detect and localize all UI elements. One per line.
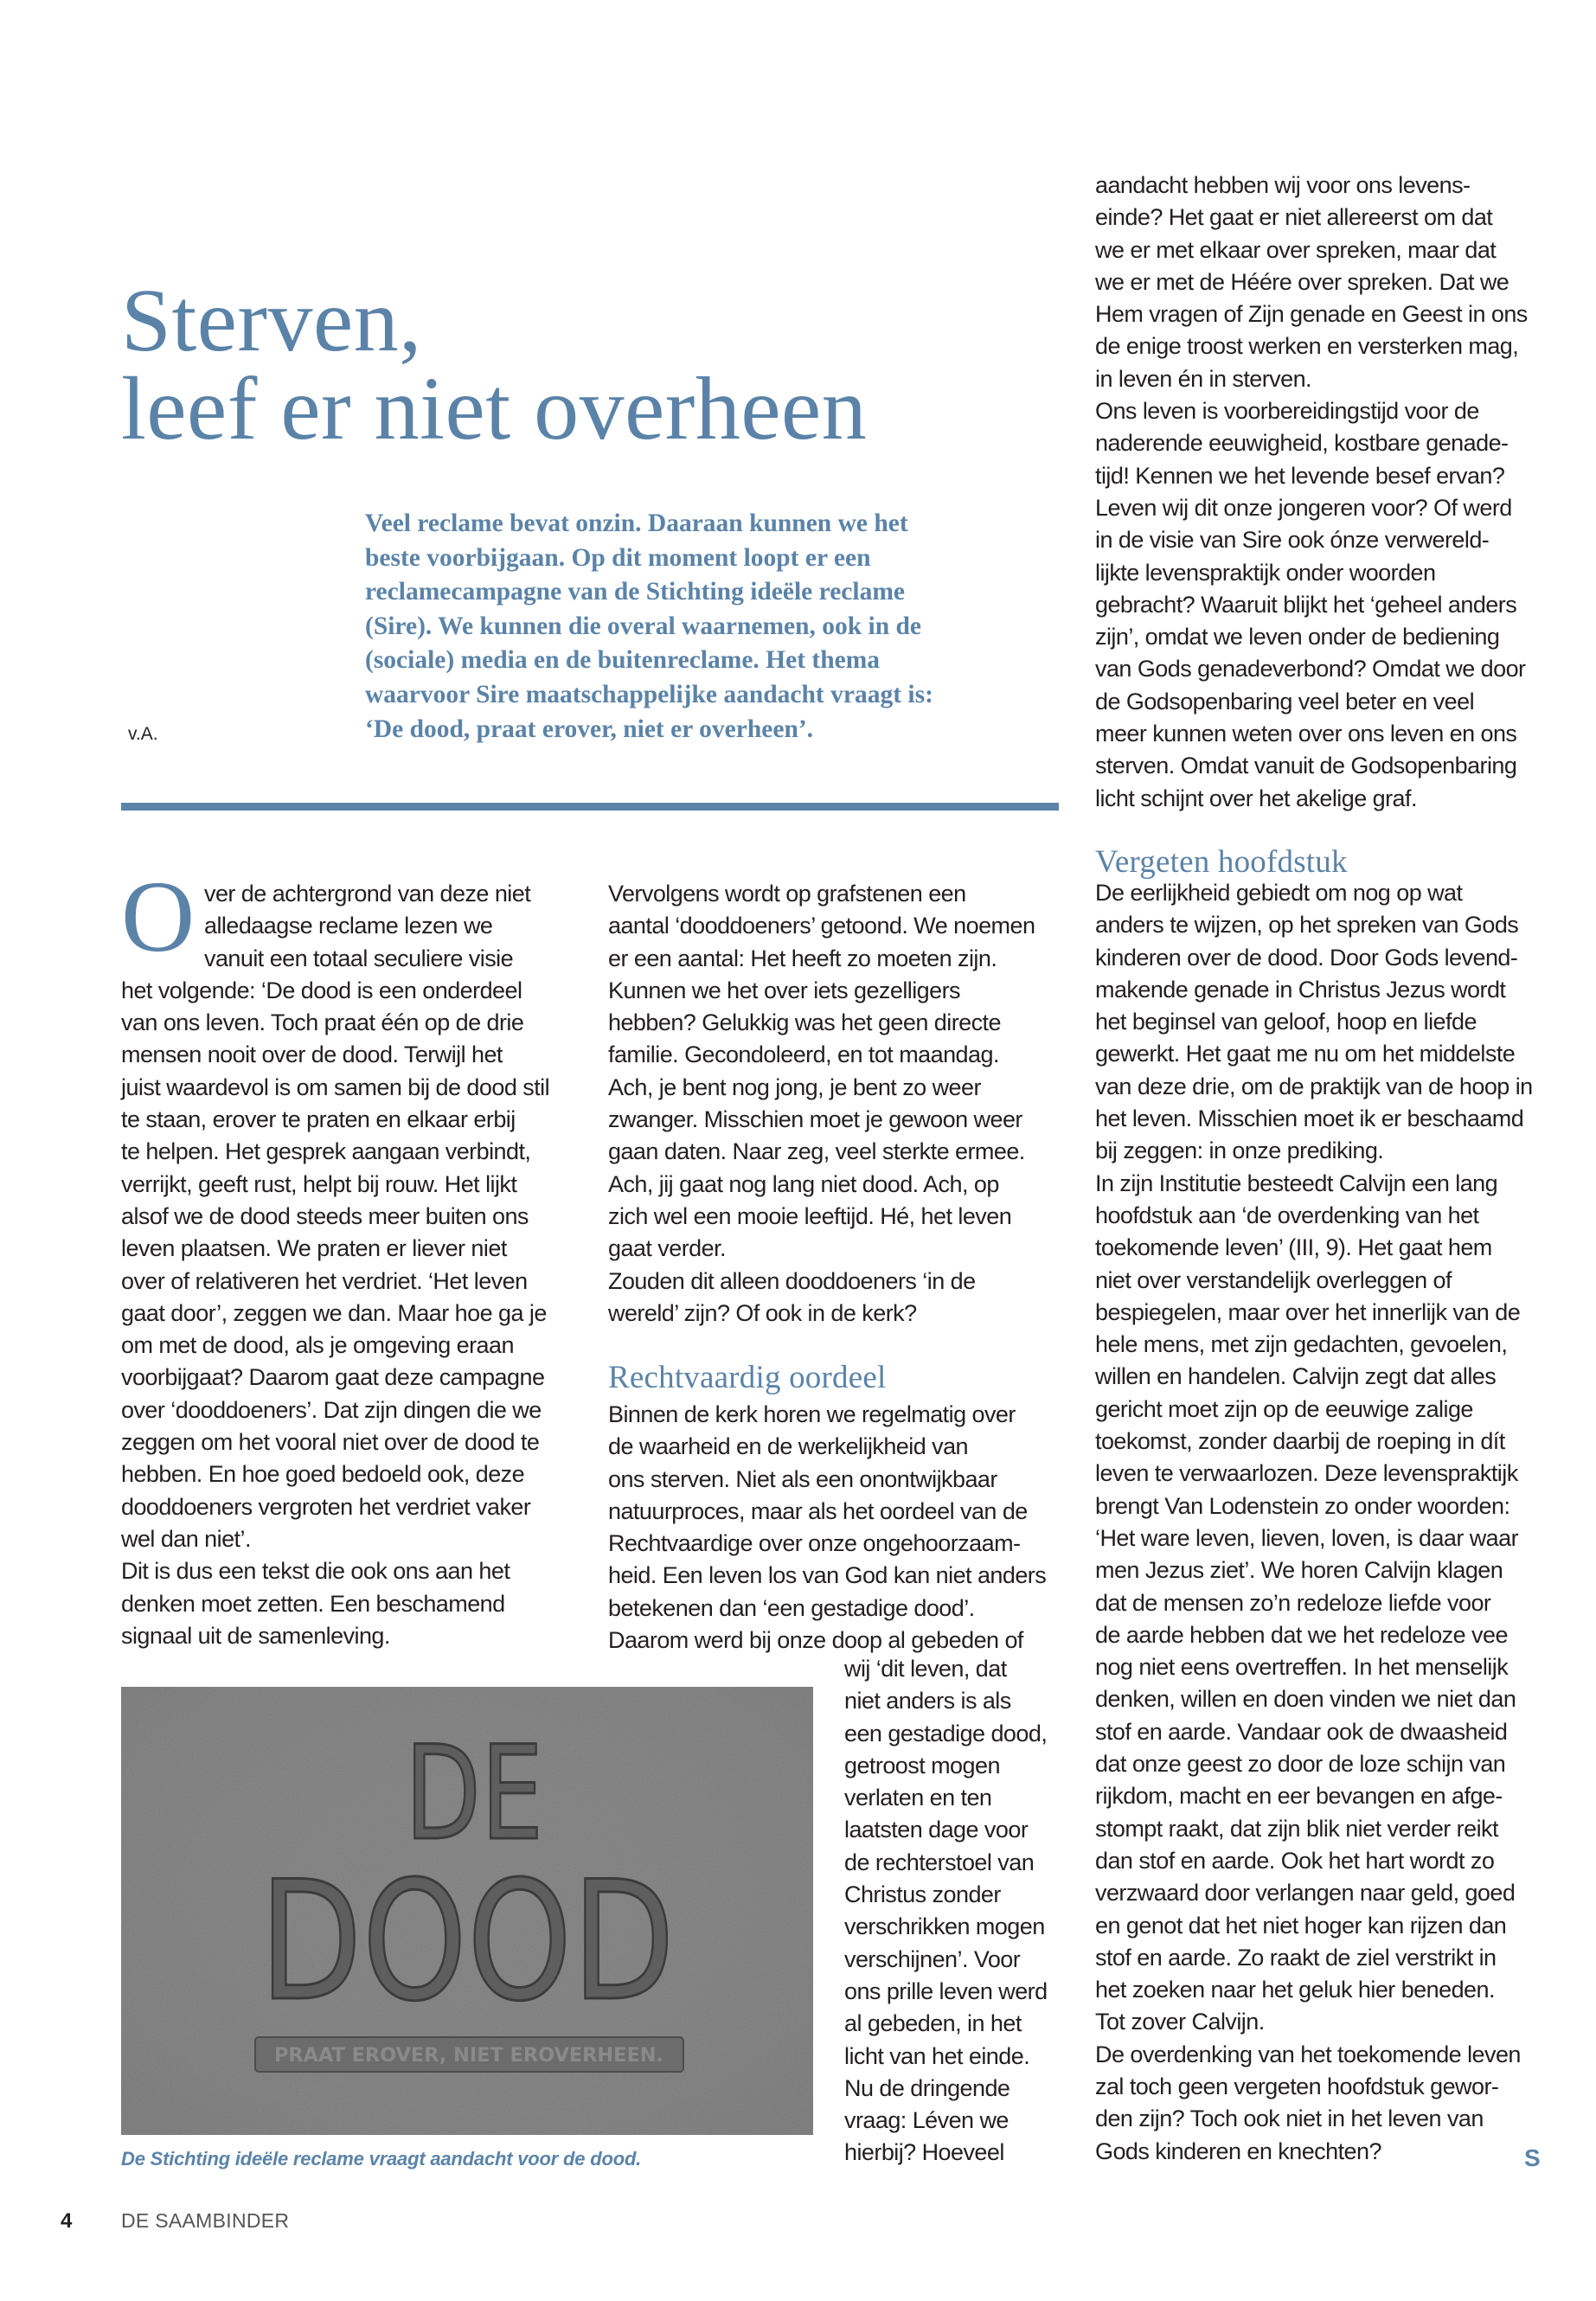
text-line: makende genade in Christus Jezus wordt: [1095, 976, 1506, 1003]
text-line: dat onze geest zo door de loze schijn van: [1095, 1751, 1506, 1778]
text-line: leven te verwaarlozen. Deze levenspraktijk: [1095, 1460, 1518, 1487]
text-line: we er met de Héére over spreken. Dat we: [1095, 268, 1509, 295]
title-line-2: leef er niet overheen: [121, 359, 868, 458]
text-line: van deze drie, om de praktijk van de hoop in: [1095, 1073, 1533, 1099]
text-line: De eerlijkheid gebiedt om nog op wat: [1095, 880, 1463, 906]
text-line: hele mens, met zijn gedachten, gevoelen,: [1095, 1331, 1508, 1358]
text-line: toekomende leven’ (III, 9). Het gaat hem: [1095, 1234, 1492, 1261]
text-line: de Godsopenbaring veel beter en veel: [1095, 688, 1475, 715]
text-line: en genot dat het niet hoger kan rijzen dan: [1095, 1912, 1507, 1939]
text-line: men Jezus ziet’. We horen Calvijn klagen: [1095, 1557, 1503, 1584]
text-line: bespiegelen, maar over het innerlijk van de: [1095, 1298, 1521, 1325]
text-line: de waarheid en de werkelijkheid van: [608, 1433, 969, 1460]
text-line: wel dan niet’.: [121, 1525, 251, 1552]
text-line: natuurproces, maar als het oordeel van de: [608, 1497, 1028, 1524]
text-line: denken, willen en doen vinden we niet dan: [1095, 1686, 1516, 1713]
text-line: Hem vragen of Zijn genade en Geest in ons: [1095, 301, 1528, 328]
text-line: de enige troost werken en versterken mag,: [1095, 333, 1519, 360]
text-line: om met de dood, als je omgeving eraan: [121, 1332, 514, 1359]
text-line: aandacht hebben wij voor ons levens-: [1095, 172, 1471, 198]
text-line: De overdenking van het toekomende leven: [1095, 2041, 1521, 2067]
text-line: gaat verder.: [608, 1235, 726, 1262]
text-line: Leven wij dit onze jongeren voor? Of werd: [1095, 494, 1512, 521]
stone-text-de: DE: [405, 1719, 543, 1869]
text-line: alsof we de dood steeds meer buiten ons: [121, 1202, 529, 1229]
text-line: denken moet zetten. Een beschamend: [121, 1590, 505, 1617]
column-2-text-narrow: [844, 1653, 1048, 2170]
text-line: niet over verstandelijk overleggen of: [1095, 1266, 1452, 1293]
text-line: den zijn? Toch ook niet in het leven van: [1095, 2106, 1484, 2132]
text-line: stompt raakt, dat zijn blik niet verder reikt: [1095, 1815, 1498, 1842]
title-line-1: Sterven,: [121, 271, 422, 370]
text-line: licht schijnt over het akelige graf.: [1095, 785, 1417, 811]
text-line: ons sterven. Niet als een onontwijkbaar: [608, 1465, 997, 1492]
column-3-text-top: [1095, 170, 1528, 815]
text-line: stof en aarde. Zo raakt de ziel verstrikt in: [1095, 1944, 1497, 1971]
text-line: mensen nooit over de dood. Terwijl het: [121, 1042, 503, 1068]
text-line: van Gods genadeverbond? Omdat we door: [1095, 656, 1526, 683]
drop-cap: O: [121, 860, 195, 973]
text-line: verrijkt, geeft rust, helpt bij rouw. Het lijkt: [121, 1170, 517, 1197]
text-line: een gestadige dood,: [844, 1720, 1048, 1747]
text-line: verlaten en ten: [844, 1785, 992, 1811]
text-line: dooddoeners vergroten het verdriet vaker: [121, 1493, 531, 1520]
text-line: verzwaard door verlangen naar geld, goed: [1095, 1880, 1516, 1907]
text-line: bij zeggen: in onze prediking.: [1095, 1138, 1384, 1164]
text-line: Vervolgens wordt op grafstenen een: [608, 881, 966, 907]
text-line: gaat door’, zeggen we dan. Maar hoe ga je: [121, 1299, 547, 1326]
text-line: te helpen. Het gesprek aangaan verbindt,: [121, 1138, 531, 1165]
gravestone-image: [121, 1687, 813, 2135]
subheading-vergeten-hoofdstuk: Vergeten hoofdstuk: [1095, 844, 1348, 880]
text-line: we er met elkaar over spreken, maar dat: [1095, 236, 1497, 263]
text-line: aantal ‘dooddoeners’ getoond. We noemen: [608, 913, 1035, 939]
text-line: willen en handelen. Calvijn zegt dat alles: [1095, 1363, 1497, 1390]
stone-text-dood: DOOD: [260, 1846, 675, 2037]
text-line: einde? Het gaat er niet allereerst om dat: [1095, 204, 1493, 231]
text-line: over ‘dooddoeners’. Dat zijn dingen die we: [121, 1396, 542, 1423]
lead-paragraph: [365, 507, 1057, 747]
text-line: juist waardevol is om samen bij de dood stil: [121, 1074, 550, 1100]
text-line: Dit is dus een tekst die ook ons aan het: [121, 1558, 510, 1585]
text-line: hoofdstuk aan ‘de overdenking van het: [1095, 1202, 1479, 1228]
page-number: 4: [61, 2209, 73, 2233]
text-line: van ons leven. Toch praat één op de drie: [121, 1009, 524, 1036]
text-line: al gebeden, in het: [844, 2010, 1022, 2037]
text-line: licht van het einde.: [844, 2042, 1030, 2069]
magazine-name: DE SAAMBINDER: [121, 2209, 290, 2232]
lead-line: Veel reclame bevat onzin. Daaraan kunnen we het: [365, 510, 908, 537]
text-line: Rechtvaardige over onze ongehoorzaam-: [608, 1530, 1021, 1557]
end-mark-icon: S: [1524, 2144, 1541, 2171]
column-2-text-top: [608, 878, 1035, 1330]
subheading-rechtvaardig-oordeel: Rechtvaardig oordeel: [608, 1360, 887, 1395]
text-line: betekenen dan ‘een gestadige dood’.: [608, 1594, 975, 1621]
text-line: naderende eeuwigheid, kostbare genade-: [1095, 430, 1509, 457]
text-line: verschrikken mogen: [844, 1913, 1045, 1940]
text-line: Ons leven is voorbereidingstijd voor de: [1095, 398, 1479, 425]
text-line: ver de achtergrond van deze niet: [204, 881, 531, 907]
lead-line: waarvoor Sire maatschappelijke aandacht vraagt is:: [365, 680, 933, 708]
column-1-text: [121, 878, 549, 1652]
title-divider: [121, 803, 1059, 811]
text-line: gewerkt. Het gaat me nu om het middelste: [1095, 1041, 1516, 1067]
photo-caption: De Stichting ideële reclame vraagt aandacht voor de dood.: [121, 2148, 642, 2170]
text-line: dan stof en aarde. Ook het hart wordt zo: [1095, 1847, 1495, 1874]
text-line: Binnen de kerk horen we regelmatig over: [608, 1401, 1016, 1427]
text-line: de aarde hebben dat we het redeloze vee: [1095, 1621, 1508, 1648]
text-line: wereld’ zijn? Of ook in de kerk?: [608, 1299, 917, 1326]
gravestone-photo: [121, 1687, 813, 2135]
text-line: anders te wijzen, op het spreken van Gods: [1095, 912, 1519, 939]
text-line: Zouden dit alleen dooddoeners ‘in de: [608, 1267, 976, 1294]
author-initials: v.A.: [128, 724, 158, 744]
text-line: gaan daten. Naar zeg, veel sterkte ermee.: [608, 1138, 1025, 1165]
text-line: hebben? Gelukkig was het geen directe: [608, 1009, 1001, 1036]
text-line: heid. Een leven los van God kan niet anders: [608, 1562, 1047, 1589]
text-line: vanuit een totaal seculiere visie: [204, 945, 514, 971]
text-line: nog niet eens overtreffen. In het menselijk: [1095, 1654, 1509, 1681]
text-line: signaal uit de samenleving.: [121, 1622, 390, 1649]
text-line: Gods kinderen en knechten?: [1095, 2138, 1381, 2164]
text-line: ‘Het ware leven, lieven, loven, is daar waar: [1095, 1524, 1519, 1551]
text-line: het volgende: ‘De dood is een onderdeel: [121, 977, 522, 1003]
text-line: het leven. Misschien moet ik er beschaamd: [1095, 1106, 1524, 1132]
text-line: lijkte levenspraktijk onder woorden: [1095, 559, 1436, 586]
text-line: sterven. Omdat vanuit de Godsopenbaring: [1095, 753, 1517, 779]
text-line: In zijn Institutie besteedt Calvijn een lang: [1095, 1170, 1498, 1196]
text-line: brengt Van Lodenstein zo onder woorden:: [1095, 1492, 1510, 1519]
text-line: in de visie van Sire ook ónze verwereld-: [1095, 527, 1490, 554]
text-line: de rechterstoel van: [844, 1849, 1035, 1875]
lead-line: beste voorbijgaan. Op dit moment loopt er een: [365, 543, 871, 572]
text-line: dat de mensen zo’n redeloze liefde voor: [1095, 1589, 1491, 1616]
lead-line: ‘De dood, praat erover, niet er overheen’.: [365, 715, 814, 743]
text-line: ons prille leven werd: [844, 1977, 1048, 2004]
text-line: Daarom werd bij onze doop al gebeden of: [608, 1627, 1023, 1654]
text-line: gericht moet zijn op de eeuwige zalige: [1095, 1395, 1473, 1422]
text-line: in leven én in sterven.: [1095, 365, 1312, 392]
text-line: zich wel een mooie leeftijd. Hé, het leven: [608, 1202, 1012, 1229]
text-line: zijn’, omdat we leven onder de bediening: [1095, 624, 1500, 651]
text-line: hierbij? Hoeveel: [844, 2139, 1004, 2166]
text-line: het zoeken naar het geluk hier beneden.: [1095, 1977, 1495, 2003]
text-line: rijkdom, macht en eer bevangen en afge-: [1095, 1783, 1503, 1810]
lead-line: (Sire). We kunnen die overal waarnemen, ook in de: [365, 612, 922, 640]
column-3-text-bottom: [1095, 877, 1533, 2168]
text-line: vraag: Léven we: [844, 2107, 1009, 2134]
text-line: wij ‘dit leven, dat: [844, 1656, 1007, 1682]
text-line: te staan, erover te praten en elkaar erbij: [121, 1106, 516, 1133]
stone-tagline: PRAAT EROVER, NIET EROVERHEEN.: [274, 2045, 663, 2067]
text-line: meer kunnen weten over ons leven en ons: [1095, 721, 1517, 747]
text-line: over of relativeren het verdriet. ‘Het leven: [121, 1267, 528, 1294]
text-line: Ach, je bent nog jong, je bent zo weer: [608, 1074, 981, 1100]
text-line: er een aantal: Het heeft zo moeten zijn.: [608, 945, 997, 971]
column-2-text-mid: [608, 1399, 1046, 1657]
article-title: [121, 271, 868, 458]
text-line: toekomst, zonder daarbij de roeping in dít: [1095, 1428, 1505, 1455]
text-line: gebracht? Waaruit blijkt het ‘geheel anders: [1095, 591, 1517, 618]
text-line: zeggen om het vooral niet over de dood te: [121, 1429, 540, 1456]
text-line: stof en aarde. Vandaar ook de dwaasheid: [1095, 1718, 1508, 1745]
text-line: Kunnen we het over iets gezelligers: [608, 977, 961, 1003]
text-line: getroost mogen: [844, 1752, 1000, 1779]
text-line: voorbijgaat? Daarom gaat deze campagne: [121, 1364, 545, 1391]
text-line: het beginsel van geloof, hoop en liefde: [1095, 1009, 1477, 1035]
text-line: Ach, jij gaat nog lang niet dood. Ach, op: [608, 1170, 999, 1197]
text-line: verschijnen’. Voor: [844, 1945, 1021, 1972]
text-line: zwanger. Misschien moet je gewoon weer: [608, 1106, 1022, 1133]
text-line: kinderen over de dood. Door Gods levend-: [1095, 944, 1518, 971]
text-line: laatsten dage voor: [844, 1817, 1029, 1843]
lead-line: (sociale) media en de buitenreclame. Het thema: [365, 646, 881, 675]
text-line: tijd! Kennen we het levende besef ervan?: [1095, 462, 1505, 489]
text-line: zal toch geen vergeten hoofdstuk gewor-: [1095, 2073, 1499, 2099]
text-line: familie. Gecondoleerd, en tot maandag.: [608, 1042, 999, 1068]
text-line: Nu de dringende: [844, 2074, 1010, 2101]
text-line: Tot zover Calvijn.: [1095, 2009, 1265, 2035]
text-line: niet anders is als: [844, 1688, 1011, 1715]
text-line: leven plaatsen. We praten er liever niet: [121, 1235, 507, 1262]
lead-line: reclamecampagne van de Stichting ideële reclame: [365, 578, 906, 606]
text-line: alledaagse reclame lezen we: [204, 913, 493, 939]
text-line: Christus zonder: [844, 1881, 1001, 1908]
text-line: hebben. En hoe goed bedoeld ook, deze: [121, 1461, 525, 1488]
